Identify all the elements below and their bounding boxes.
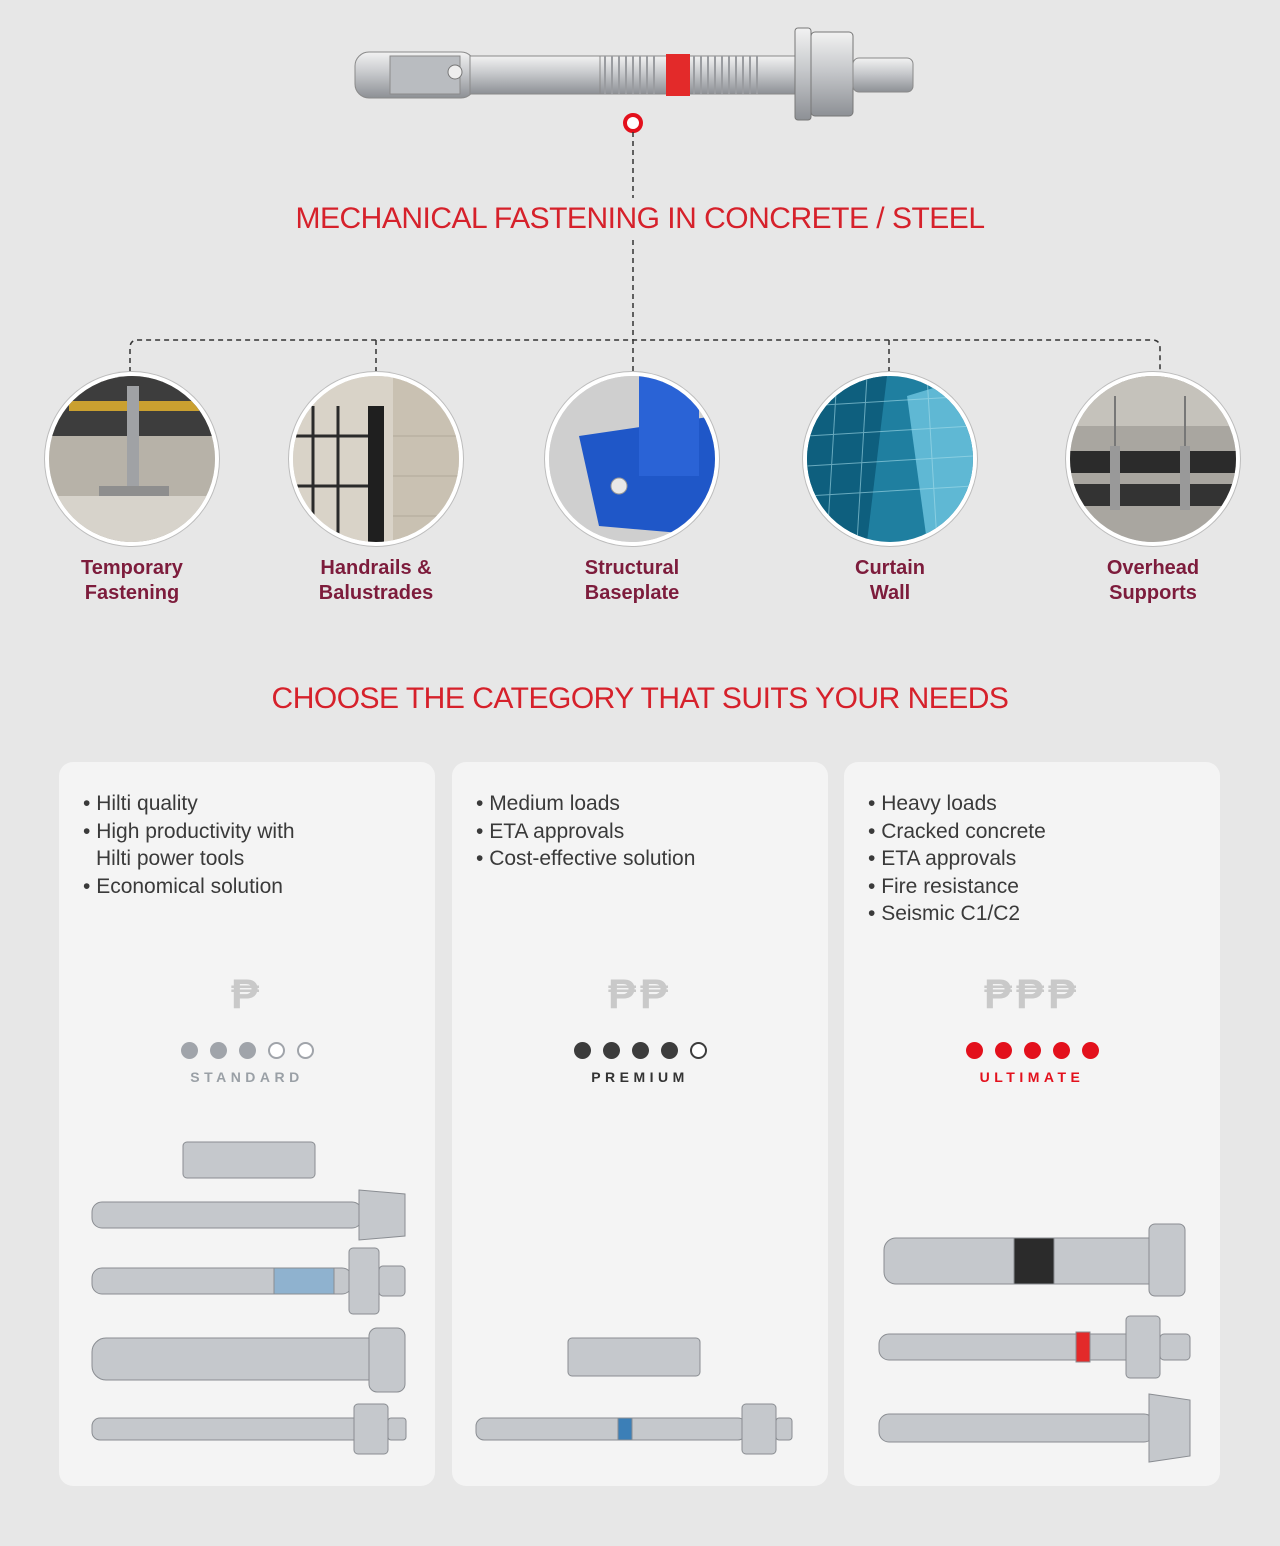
feature-item: • Cracked concrete: [868, 818, 1046, 846]
rating-dots: [452, 1042, 828, 1064]
feature-item: • Fire resistance: [868, 873, 1046, 901]
application-label-line2: Supports: [1109, 582, 1197, 604]
ultimate-rating-block: [844, 0, 1220, 1546]
application-label-line2: Wall: [869, 582, 911, 604]
feature-item: • ETA approvals: [868, 845, 1046, 873]
rating-dots: [59, 1042, 435, 1064]
application-label-line2: Balustrades: [318, 582, 434, 604]
price-tier-symbol: ₱₱₱: [983, 970, 1081, 1017]
rating-dot-filled: [1053, 1042, 1070, 1059]
rating-dot-filled: [632, 1042, 649, 1059]
rating-dot-empty: [268, 1042, 285, 1059]
tier-label: ULTIMATE: [979, 1069, 1085, 1085]
rating-dot-filled: [1082, 1042, 1099, 1059]
application-label-line1: Temporary: [81, 557, 183, 579]
tier-label: PREMIUM: [591, 1069, 689, 1085]
rating-dot-filled: [574, 1042, 591, 1059]
rating-dot-filled: [181, 1042, 198, 1059]
standard-rating-block: [59, 0, 435, 1546]
feature-item: • Heavy loads: [868, 790, 1046, 818]
application-label-line1: Structural: [584, 557, 680, 579]
section-title: CHOOSE THE CATEGORY THAT SUITS YOUR NEEDS: [271, 682, 1009, 715]
feature-item: • Seismic C1/C2: [868, 900, 1046, 928]
rating-dot-filled: [995, 1042, 1012, 1059]
feature-item: • Hilti quality: [83, 790, 326, 818]
application-label-line2: Baseplate: [584, 582, 680, 604]
application-label-line1: Curtain: [855, 557, 925, 579]
rating-dot-empty: [690, 1042, 707, 1059]
rating-dots: [844, 1042, 1220, 1064]
rating-dot-filled: [661, 1042, 678, 1059]
rating-dot-filled: [603, 1042, 620, 1059]
price-tier-symbol: ₱: [230, 970, 263, 1017]
premium-rating-block: [452, 0, 828, 1546]
application-label-line1: Handrails &: [320, 557, 432, 579]
hero-title: MECHANICAL FASTENING IN CONCRETE / STEEL: [295, 202, 985, 235]
tier-label: STANDARD: [190, 1069, 304, 1085]
rating-dot-filled: [1024, 1042, 1041, 1059]
feature-item: • ETA approvals: [476, 818, 695, 846]
feature-item: • Medium loads: [476, 790, 695, 818]
rating-dot-empty: [297, 1042, 314, 1059]
rating-dot-filled: [966, 1042, 983, 1059]
application-label-line1: Overhead: [1106, 557, 1200, 579]
feature-item: • Economical solution: [83, 873, 326, 901]
price-tier-symbol: ₱₱: [607, 970, 673, 1017]
rating-dot-filled: [239, 1042, 256, 1059]
rating-dot-filled: [210, 1042, 227, 1059]
application-label-line2: Fastening: [84, 582, 180, 604]
feature-item: • High productivity with Hilti power tools: [83, 818, 326, 873]
feature-item: • Cost-effective solution: [476, 845, 695, 873]
